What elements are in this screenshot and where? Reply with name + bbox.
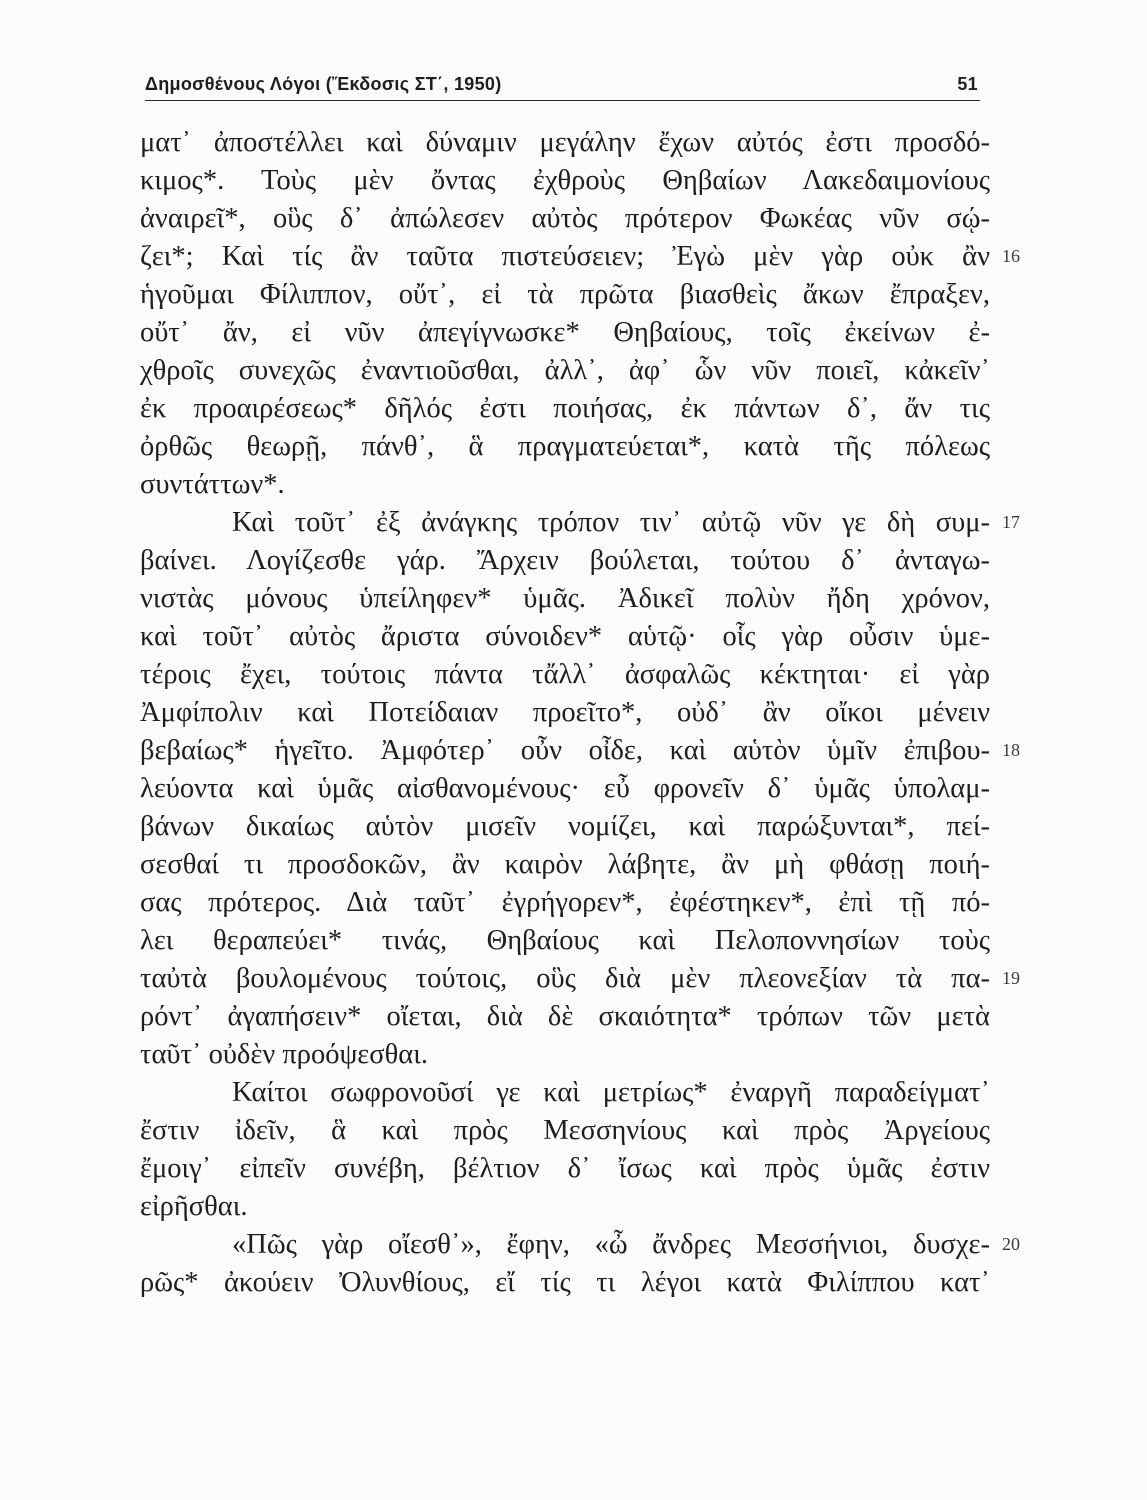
text-line: βαίνει. Λογίζεσθε γάρ. Ἄρχειν βούλεται, τούτου δ᾽ ἀνταγω- <box>140 545 990 576</box>
paragraph-start: «Πῶς γὰρ οἴεσθ᾽», ἔφην, «ὦ ἄνδρες Μεσσήνιοι, δυσχε- <box>232 1229 990 1260</box>
text-line: ματ᾽ ἀποστέλλει καὶ δύναμιν μεγάλην ἔχων αὐτός ἐστι προσδό- <box>140 127 990 158</box>
text-line: λει θεραπεύει* τινάς, Θηβαίους καὶ Πελοποννησίων τοὺς <box>140 925 990 956</box>
running-header <box>145 70 980 101</box>
text-line: τέροις ἔχει, τούτοις πάντα τἄλλ᾽ ἀσφαλῶς κέκτηται· εἰ γὰρ <box>140 659 990 690</box>
paragraph-start: Καίτοι σωφρονοῦσί γε καὶ μετρίως* ἐναργῆ παραδείγματ᾽ <box>232 1077 990 1108</box>
text-line: Ἀμφίπολιν καὶ Ποτείδαιαν προεῖτο*, οὐδ᾽ ἂν οἴκοι μένειν <box>140 697 990 728</box>
text-line: εἰρῆσθαι. <box>140 1191 248 1222</box>
text-line: λεύοντα καὶ ὑμᾶς αἰσθανομένους· εὖ φρονεῖν δ᾽ ὑμᾶς ὑπολαμ- <box>140 773 990 804</box>
text-line: ἡγοῦμαι Φίλιππον, οὔτ᾽, εἰ τὰ πρῶτα βιασθεὶς ἄκων ἔπραξεν, <box>140 279 990 310</box>
section-number: 19 <box>1002 968 1020 988</box>
text-line: κιμος*. Τοὺς μὲν ὄντας ἐχθροὺς Θηβαίων Λακεδαιμονίους <box>140 165 990 196</box>
section-number: 17 <box>1002 512 1020 532</box>
text-line: βάνων δικαίως αὑτὸν μισεῖν νομίζει, καὶ παρώξυνται*, πεί- <box>140 811 990 842</box>
text-line: χθροῖς συνεχῶς ἐναντιοῦσθαι, ἀλλ᾽, ἀφ᾽ ὧν νῦν ποιεῖ, κἀκεῖν᾽ <box>140 355 990 386</box>
text-line: καὶ τοῦτ᾽ αὐτὸς ἄριστα σύνοιδεν* αὑτῷ· οἷς γὰρ οὖσιν ὑμε- <box>140 621 990 652</box>
text-line: ταὐτὰ βουλομένους τούτοις, οὓς διὰ μὲν πλεονεξίαν τὰ πα- <box>140 963 990 994</box>
text-line: συντάττων*. <box>140 469 285 500</box>
text-line: ὀρθῶς θεωρῇ, πάνθ᾽, ἃ πραγματεύεται*, κατὰ τῆς πόλεως <box>140 431 990 462</box>
text-line: οὔτ᾽ ἄν, εἰ νῦν ἀπεγίγνωσκε* Θηβαίους, τοῖς ἐκείνων ἐ- <box>140 317 990 348</box>
section-number: 18 <box>1002 740 1020 760</box>
text-line: ζει*; Καὶ τίς ἂν ταῦτα πιστεύσειεν; Ἐγὼ μὲν γὰρ οὐκ ἂν <box>140 241 990 272</box>
section-number: 20 <box>1002 1234 1020 1254</box>
text-line: ρόντ᾽ ἀγαπήσειν* οἴεται, διὰ δὲ σκαιότητα* τρόπων τῶν μετὰ <box>140 1001 990 1032</box>
text-line: ἀναιρεῖ*, οὓς δ᾽ ἀπώλεσεν αὐτὸς πρότερον Φωκέας νῦν σῴ- <box>140 203 990 234</box>
running-title: Δημοσθένους Λόγοι (Ἔκδοσις ΣΤ΄, 1950) <box>145 74 502 94</box>
paragraph-start: Καὶ τοῦτ᾽ ἐξ ἀνάγκης τρόπον τιν᾽ αὐτῷ νῦν γε δὴ συμ- <box>232 507 990 538</box>
text-line: σεσθαί τι προσδοκῶν, ἂν καιρὸν λάβητε, ἂν μὴ φθάσῃ ποιή- <box>140 849 990 880</box>
text-line: ἔμοιγ᾽ εἰπεῖν συνέβη, βέλτιον δ᾽ ἴσως καὶ πρὸς ὑμᾶς ἐστιν <box>140 1153 990 1184</box>
text-line: νιστὰς μόνους ὑπείληφεν* ὑμᾶς. Ἀδικεῖ πολὺν ἤδη χρόνον, <box>140 583 990 614</box>
text-line: σας πρότερος. Διὰ ταῦτ᾽ ἐγρήγορεν*, ἐφέστηκεν*, ἐπὶ τῇ πό- <box>140 887 990 918</box>
section-number: 16 <box>1002 246 1020 266</box>
text-line: ἐκ προαιρέσεως* δῆλός ἐστι ποιήσας, ἐκ πάντων δ᾽, ἄν τις <box>140 393 990 424</box>
text-line: ἔστιν ἰδεῖν, ἃ καὶ πρὸς Μεσσηνίους καὶ πρὸς Ἀργείους <box>140 1115 990 1146</box>
text-line: ρῶς* ἀκούειν Ὀλυνθίους, εἴ τίς τι λέγοι κατὰ Φιλίππου κατ᾽ <box>140 1267 990 1298</box>
text-line: βεβαίως* ἡγεῖτο. Ἀμφότερ᾽ οὖν οἶδε, καὶ αὑτὸν ὑμῖν ἐπιβου- <box>140 735 990 766</box>
page-number: 51 <box>957 74 978 94</box>
text-line: ταῦτ᾽ οὐδὲν προόψεσθαι. <box>140 1039 428 1070</box>
